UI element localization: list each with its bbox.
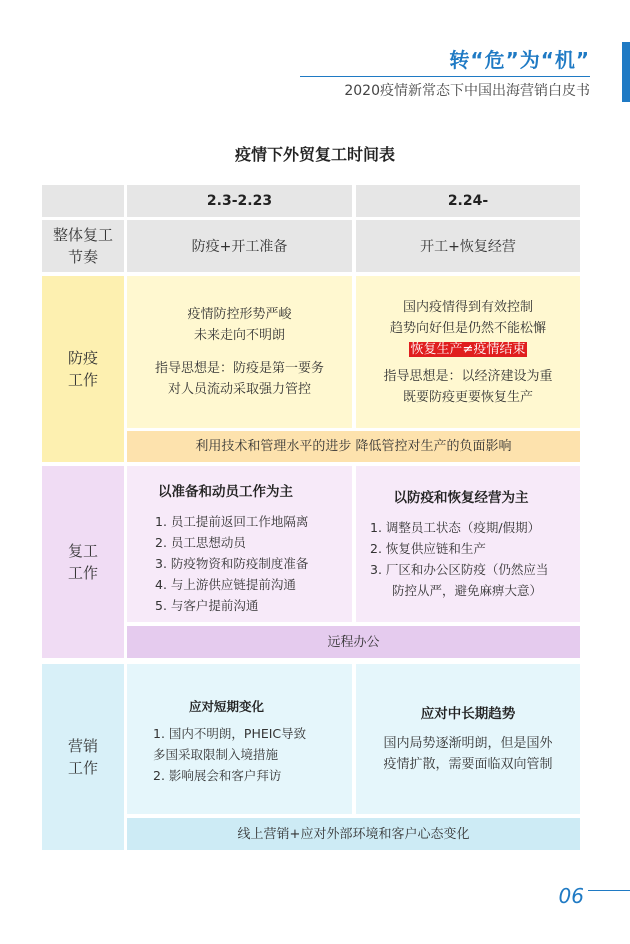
resumption-col2 [356,466,580,622]
list-item: 3. 厂区和办公区防疫（仍然应当 [370,562,549,577]
corner-cell [42,185,124,217]
resumption-col1 [127,466,352,622]
header-title: 转“危”为“机” [449,48,590,72]
list-item: 2. 员工思想动员 [155,535,246,550]
page-number-line [588,890,630,891]
list-item: 1. 员工提前返回工作地隔离 [155,514,309,529]
list-item: 2. 影响展会和客户拜访 [153,768,282,783]
header-subtitle: 2020疫情新常态下中国出海营销白皮书 [344,83,590,99]
marketing-col1 [127,664,352,814]
list-item: 1. 调整员工状态（疫期/假期） [370,520,541,535]
page-number: 06 [558,884,584,908]
table-title: 疫情下外贸复工时间表 [234,145,395,164]
row-label-resumption: 复工 工作 [42,466,124,658]
list-item: 防控从严，避免麻痹大意） [392,583,543,598]
marketing-band: 线上营销+应对外部环境和客户心态变化 [127,818,580,850]
column-header-1: 2.3-2.23 [127,185,352,217]
list-item: 多国采取限制入境措施 [153,747,279,762]
marketing-col2-heading: 应对中长期趋势 [420,705,516,722]
highlight-tag: 恢复生产≠疫情结束 [410,341,526,357]
list-item: 3. 防疫物资和防疫制度准备 [155,556,309,571]
overall-col1: 防疫+开工准备 [127,220,352,272]
header-divider [300,76,590,77]
overall-col2: 开工+恢复经营 [356,220,580,272]
row-label-prevention: 防疫 工作 [42,276,124,462]
list-item: 4. 与上游供应链提前沟通 [155,577,296,592]
marketing-col1-heading: 应对短期变化 [188,699,264,714]
resumption-col2-heading: 以防疫和恢复经营为主 [393,490,529,506]
row-label-overall: 整体复工 节奏 [42,220,124,272]
resumption-band: 远程办公 [127,626,580,658]
list-item: 5. 与客户提前沟通 [155,598,259,613]
prevention-col1: 疫情防控形势严峻 未来走向不明朗 指导思想是：防疫是第一要务 对人员流动采取强力管控 [127,276,352,428]
prevention-band: 利用技术和管理水平的进步 降低管控对生产的负面影响 [127,431,580,462]
list-item: 2. 恢复供应链和生产 [370,541,486,556]
resumption-col1-heading: 以准备和动员工作为主 [158,484,293,500]
prevention-col2: 国内疫情得到有效控制 趋势向好但是仍然不能松懈 恢复生产≠疫情结束 指导思想是：以经济建设为重 既要防疫更要恢复生产 [356,276,580,428]
header-accent-bar [622,42,630,102]
column-header-2: 2.24- [356,185,580,217]
list-item: 1. 国内不明朗，PHEIC导致 [153,726,307,741]
marketing-col2: 应对中长期趋势 国内局势逐渐明朗，但是国外 疫情扩散，需要面临双向管制 [356,664,580,814]
row-label-marketing: 营销 工作 [42,664,124,850]
